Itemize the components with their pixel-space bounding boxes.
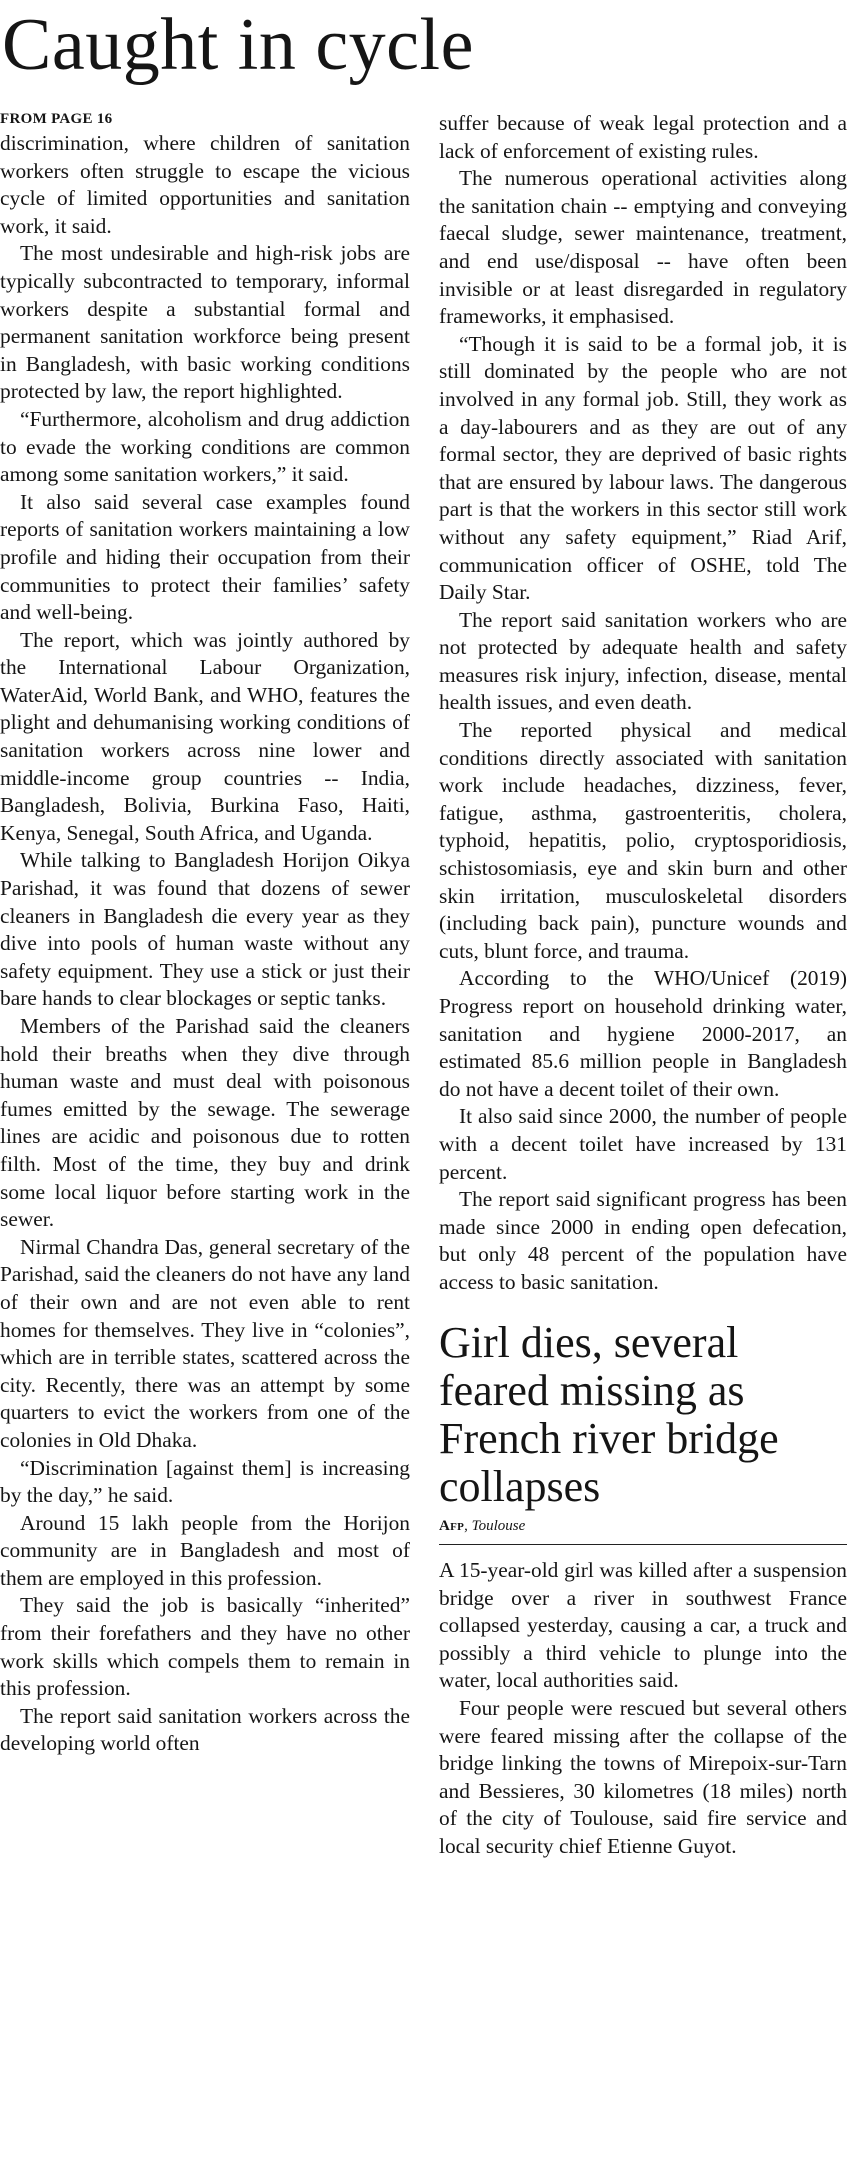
paragraph: The numerous operational activities along the sanitation chain -- emptying and conveying faecal sludge, sewer maintenance, treatment, and end use/disposal -- have often been invisible or at least disregarded in regulatory frameworks, it emphasised.: [439, 166, 847, 329]
paragraph: “Furthermore, alcoholism and drug addiction to evade the working conditions are common among some sanitation workers,” it said.: [0, 406, 410, 487]
paragraph: While talking to Bangladesh Horijon Oikya Parishad, it was found that dozens of sewer cleaners in Bangladesh die every year as they dive into pools of human waste without any safety equipment. They use a stick or just their bare hands to clear blockages or septic tanks.: [0, 848, 410, 1011]
paragraph: Around 15 lakh people from the Horijon community are in Bangladesh and most of them are employed in this profession.: [0, 1510, 410, 1590]
paragraph: It also said since 2000, the number of people with a decent toilet have increased by 131 percent.: [439, 1104, 847, 1184]
byline-agency: Afp: [439, 1517, 465, 1534]
article-body-right: [439, 110, 847, 1297]
paragraph: The report said sanitation workers across the developing world often: [0, 1703, 410, 1756]
byline: [439, 1517, 847, 1546]
headline: Caught in cycle: [2, 4, 474, 86]
byline-separator: ,: [464, 1517, 472, 1534]
paragraph: discrimination, where children of sanitation workers often struggle to escape the vicious cycle of limited opportunities and sanitation work, it said.: [0, 131, 410, 238]
right-column: [439, 110, 847, 1861]
paragraph: Four people were rescued but several others were feared missing after the collapse of the bridge linking the towns of Mirepoix-sur-Tarn and Bessieres, 30 kilometres (18 miles) north of the city of Toulouse, said fire service and local security chief Etienne Guyot.: [439, 1696, 847, 1858]
left-column: [0, 110, 410, 1758]
paragraph: The report said sanitation workers who are not protected by adequate health and safety measures risk injury, infection, disease, mental health issues, and even death.: [439, 607, 847, 715]
paragraph: “Though it is said to be a formal job, it is still dominated by the people who are not involved in any formal job. Still, they work as a day-labourers and as they are out of any formal sector, they are deprived of basic rights that are ensured by labour laws. The dangerous part is that the workers in this sector still work without any safety equipment,” Riad Arif, communication officer of OSHE, told The Daily Star.: [439, 331, 847, 605]
second-story-body: [439, 1557, 847, 1861]
paragraph: It also said several case examples found reports of sanitation workers maintaining a low profile and hiding their occupation from their communities to protect their families’ safety and well-being.: [0, 489, 410, 625]
paragraph: A 15-year-old girl was killed after a suspension bridge over a river in southwest France collapsed yesterday, causing a car, a truck and possibly a third vehicle to plunge into the water, local authorities said.: [439, 1558, 847, 1693]
paragraph: Nirmal Chandra Das, general secretary of the Parishad, said the cleaners do not have any land of their own and are not even able to rent homes for themselves. They live in “colonies”, which are in terrible states, scattered across the city. Recently, there was an attempt by some quarters to evict the workers from one of the colonies in Old Dhaka.: [0, 1234, 410, 1452]
paragraph: The report said significant progress has been made since 2000 in ending open defecation, but only 48 percent of the population have access to basic sanitation.: [439, 1187, 847, 1294]
paragraph: According to the WHO/Unicef (2019) Progress report on household drinking water, sanitation and hygiene 2000-2017, an estimated 85.6 million people in Bangladesh do not have a decent toilet of their own.: [439, 966, 847, 1101]
paragraph: The report, which was jointly authored by the International Labour Organization, WaterAid, World Bank, and WHO, features the plight and dehumanising working conditions of sanitation workers across nine lower and middle-income group countries -- India, Bangladesh, Bolivia, Burkina Faso, Haiti, Kenya, Senegal, South Africa, and Uganda.: [0, 627, 410, 845]
byline-place: Toulouse: [471, 1517, 526, 1534]
paragraph: The reported physical and medical conditions directly associated with sanitation work include headaches, dizziness, fever, fatigue, asthma, gastroenteritis, cholera, typhoid, hepatitis, polio, cryptosporidiosis, schistosomiasis, eye and skin burn and other skin irritation, musculoskeletal disorders (including back pain), puncture wounds and cuts, blunt force, and trauma.: [439, 718, 847, 963]
dateline: FROM PAGE 16: [0, 111, 113, 127]
paragraph: The most undesirable and high-risk jobs are typically subcontracted to temporary, informal workers despite a substantial formal and permanent sanitation workforce being present in Bangladesh, with basic working conditions protected by law, the report highlighted.: [0, 241, 410, 404]
paragraph: Members of the Parishad said the cleaners hold their breaths when they dive through human waste and must deal with poisonous fumes emitted by the sewage. The sewerage lines are acidic and poisonous due to rotten filth. Most of the time, they buy and drink some local liquor before starting work in the sewer.: [0, 1014, 410, 1232]
second-story-headline: Girl dies, several feared missing as French river bridge collapses: [439, 1317, 779, 1511]
paragraph: “Discrimination [against them] is increasing by the day,” he said.: [0, 1455, 410, 1508]
article-body-left: [0, 130, 410, 1758]
paragraph: suffer because of weak legal protection and a lack of enforcement of existing rules.: [439, 111, 847, 163]
paragraph: They said the job is basically “inherited” from their forefathers and they have no other work skills which compels them to remain in this profession.: [0, 1593, 410, 1701]
